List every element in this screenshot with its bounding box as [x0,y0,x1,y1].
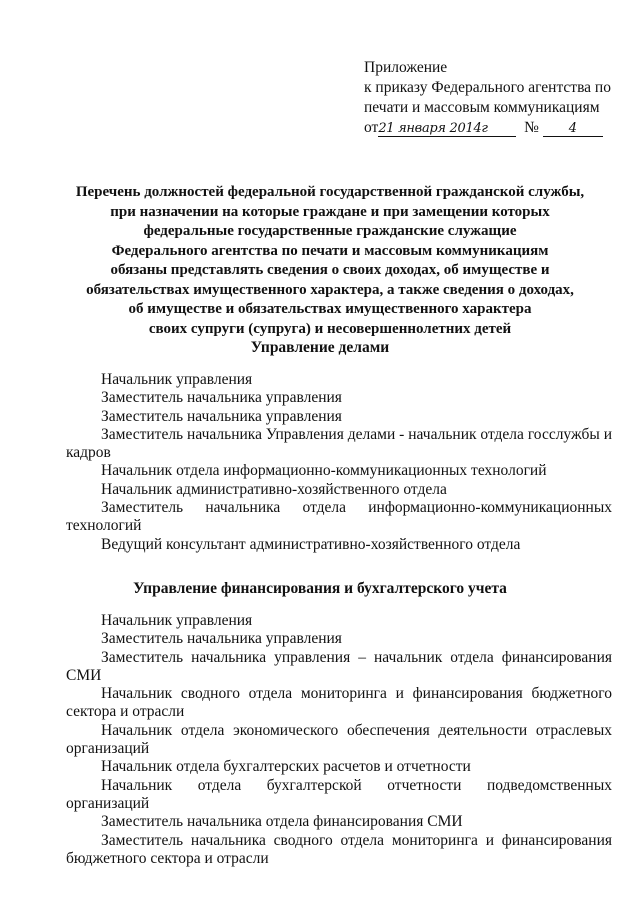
title-line: при назначении на которые граждане и при замещении которых [110,203,550,220]
handwritten-number: 4 [543,122,603,137]
date-prefix: от [364,119,379,136]
appendix-line-3: печати и массовым коммуникациям [364,99,600,116]
title-line: Перечень должностей федеральной государственной гражданской службы, [75,184,585,200]
document-title [60,183,600,339]
appendix-line-1: Приложение [364,59,448,76]
number-prefix: № [524,119,539,136]
appendix-block [364,58,624,138]
section-affairs-list [66,371,612,554]
title-line: Федерального агентства по печати и массовым коммуникациям [111,242,549,259]
list-item: Начальник отдела бухгалтерских расчетов и отчетности [101,758,471,776]
list-item: Заместитель начальника отдела информационно-коммуникационных технологий [66,499,612,535]
list-item: Заместитель начальника управления [101,630,342,648]
list-item: Заместитель начальника отдела финансирования СМИ [101,813,463,831]
list-item: Начальник отдела бухгалтерской отчетности подведомственных организаций [66,776,612,812]
list-item: Начальник отдела экономического обеспечения деятельности отраслевых организаций [66,721,612,758]
list-item: Начальник административно-хозяйственного отдела [101,480,447,498]
list-item: Заместитель начальника управления – начальник отдела финансирования СМИ [66,648,612,684]
list-item: Начальник отдела информационно-коммуникационных технологий [101,462,547,480]
list-item: Начальник сводного отдела мониторинга и финансирования бюджетного сектора и отрасли [66,685,612,721]
list-item: Заместитель начальника управления [101,407,342,425]
appendix-line-2: к приказу Федерального агентства по [364,79,611,96]
handwritten-date: 21 января 2014г [378,122,516,137]
title-line: обязательствах имущественного характера, а также сведения о доходах, [86,281,574,298]
list-item: Ведущий консультант административно-хозяйственного отдела [101,535,521,553]
appendix-date-line [364,118,624,138]
list-item: Заместитель начальника сводного отдела мониторинга и финансирования бюджетного сектора и отрасли [66,831,612,867]
list-item: Заместитель начальника управления [101,389,342,407]
list-item: Начальник управления [101,612,253,629]
section-finance-list [66,612,612,868]
list-item: Заместитель начальника Управления делами - начальник отдела госслужбы и кадров [66,425,612,462]
title-line: федеральные государственные гражданские служащие [143,223,517,239]
section-heading-finance: Управление финансирования и бухгалтерского учета [133,580,507,597]
section-heading-affairs: Управление делами [250,339,390,356]
title-line: своих супруги (супруга) и несовершеннолетних детей [148,320,512,337]
list-item: Начальник управления [101,371,253,388]
title-line: об имуществе и обязательствах имущественного характера [128,301,532,317]
title-line: обязаны представлять сведения о своих доходах, об имуществе и [110,262,550,278]
